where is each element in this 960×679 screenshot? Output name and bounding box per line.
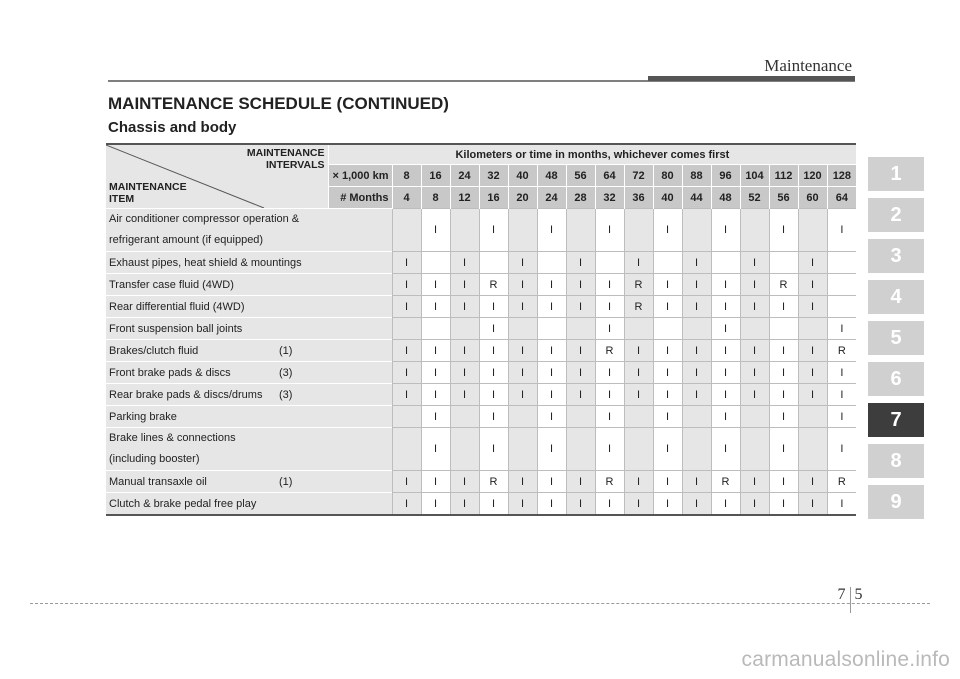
schedule-cell: I [624,471,653,493]
schedule-cell: I [450,296,479,318]
section-label: Maintenance [764,56,852,75]
maintenance-item-label: Brakes/clutch fluid [109,344,199,357]
schedule-cell: I [537,274,566,296]
interval-header-title: Kilometers or time in months, whichever comes first [328,144,856,165]
months-value: 8 [421,187,450,209]
schedule-cell: I [798,252,827,274]
km-label: × 1,000 km [328,165,392,187]
page-number [833,586,867,604]
schedule-cell: I [711,318,740,340]
maintenance-item [106,471,392,493]
schedule-cell: I [827,362,856,384]
schedule-cell: I [392,493,421,516]
schedule-cell [508,209,537,252]
schedule-cell: I [711,493,740,516]
schedule-cell: I [740,493,769,516]
schedule-cell: R [624,274,653,296]
schedule-cell: I [740,384,769,406]
schedule-cell: R [827,471,856,493]
schedule-cell: I [392,296,421,318]
corner-intervals-label [247,147,325,171]
schedule-cell: R [595,471,624,493]
table-row [106,471,856,493]
schedule-cell: I [479,384,508,406]
schedule-cell [566,406,595,428]
schedule-cell: I [537,296,566,318]
schedule-cell: I [479,340,508,362]
schedule-cell: I [450,274,479,296]
chapter-tab-9[interactable]: 9 [868,485,924,519]
km-value: 80 [653,165,682,187]
schedule-cell [740,209,769,252]
km-value: 24 [450,165,479,187]
km-value: 32 [479,165,508,187]
schedule-cell [508,428,537,471]
schedule-cell: I [798,493,827,516]
schedule-cell: I [421,384,450,406]
schedule-cell: I [653,428,682,471]
schedule-cell [653,318,682,340]
schedule-cell: R [827,340,856,362]
schedule-cell: I [450,493,479,516]
schedule-cell: I [711,340,740,362]
schedule-cell: I [827,406,856,428]
km-value: 128 [827,165,856,187]
schedule-cell: I [769,493,798,516]
schedule-cell [537,252,566,274]
chapter-tab-7[interactable]: 7 [868,403,924,437]
schedule-cell: I [798,340,827,362]
schedule-cell: I [769,471,798,493]
corner-item-line2: ITEM [109,193,135,205]
schedule-cell [450,428,479,471]
schedule-cell: I [392,274,421,296]
maintenance-item-label: Front brake pads & discs [109,366,231,379]
corner-intervals-line2: INTERVALS [265,159,325,171]
corner-intervals-line1: MAINTENANCE [246,147,325,159]
schedule-cell: I [508,493,537,516]
maintenance-item [106,406,392,428]
maintenance-item-line2: refrigerant amount (if equipped) [109,234,264,246]
schedule-cell: I [740,340,769,362]
schedule-cell: I [653,274,682,296]
schedule-cell: I [479,428,508,471]
schedule-cell: I [479,406,508,428]
months-value: 32 [595,187,624,209]
schedule-cell: I [450,362,479,384]
maintenance-item [106,340,392,362]
schedule-cell: I [711,406,740,428]
schedule-cell: I [508,471,537,493]
schedule-cell: I [653,493,682,516]
page-index: 5 [854,586,863,603]
schedule-cell: I [508,296,537,318]
schedule-cell [508,318,537,340]
schedule-cell: R [479,274,508,296]
chapter-tab-5[interactable]: 5 [868,321,924,355]
schedule-cell [595,252,624,274]
schedule-cell [682,209,711,252]
chapter-tab-8[interactable]: 8 [868,444,924,478]
schedule-cell: I [711,384,740,406]
schedule-cell: I [827,318,856,340]
maintenance-item [106,252,392,274]
table-row [106,362,856,384]
km-value: 72 [624,165,653,187]
schedule-cell: I [740,252,769,274]
maintenance-item-line1: Brake lines & connections [109,432,236,444]
schedule-cell [566,209,595,252]
maintenance-item-note: (3) [279,388,293,401]
km-value: 88 [682,165,711,187]
schedule-cell: I [421,296,450,318]
table-row [106,406,856,428]
schedule-cell: I [479,362,508,384]
schedule-cell: I [653,384,682,406]
schedule-cell: I [566,493,595,516]
schedule-cell: I [740,362,769,384]
months-value: 44 [682,187,711,209]
chapter-tab-3[interactable]: 3 [868,239,924,273]
maintenance-item [106,296,392,318]
schedule-cell [682,428,711,471]
schedule-cell: I [479,318,508,340]
schedule-cell: I [595,428,624,471]
schedule-cell: I [421,274,450,296]
schedule-cell [450,209,479,252]
maintenance-item-note: (1) [279,475,293,488]
schedule-cell: I [421,471,450,493]
schedule-cell: I [566,274,595,296]
schedule-cell: I [798,296,827,318]
schedule-cell: I [624,493,653,516]
schedule-cell: I [769,428,798,471]
schedule-cell: I [537,209,566,252]
months-value: 64 [827,187,856,209]
schedule-cell: I [595,384,624,406]
schedule-cell [508,406,537,428]
schedule-cell: I [624,340,653,362]
schedule-cell: I [566,362,595,384]
schedule-cell [798,318,827,340]
schedule-cell [827,296,856,318]
table-row [106,493,856,516]
months-value: 56 [769,187,798,209]
schedule-cell: I [711,428,740,471]
km-value: 64 [595,165,624,187]
footer-rule [30,603,930,604]
maintenance-item [106,384,392,406]
schedule-cell: I [479,296,508,318]
schedule-cell: I [392,471,421,493]
schedule-cell: I [537,428,566,471]
table-row [106,274,856,296]
schedule-cell: I [682,296,711,318]
schedule-cell [827,252,856,274]
maintenance-item-label: Parking brake [109,410,177,423]
maintenance-item [106,362,392,384]
schedule-cell: I [566,471,595,493]
watermark: carmanualsonline.info [741,648,950,671]
table-row [106,209,856,252]
schedule-cell [740,318,769,340]
schedule-cell: I [421,428,450,471]
page-chapter: 7 [837,586,846,603]
schedule-cell: I [653,406,682,428]
schedule-cell: I [537,340,566,362]
schedule-cell: I [595,318,624,340]
schedule-cell: I [595,362,624,384]
schedule-cell [392,318,421,340]
schedule-cell [479,252,508,274]
months-label: # Months [328,187,392,209]
schedule-cell: I [479,209,508,252]
maintenance-item [106,274,392,296]
schedule-cell: I [566,340,595,362]
maintenance-item-note: (3) [279,366,293,379]
schedule-cell: I [798,471,827,493]
schedule-cell: I [682,252,711,274]
schedule-cell: I [595,296,624,318]
schedule-cell: I [682,384,711,406]
schedule-cell: I [537,471,566,493]
schedule-cell [450,406,479,428]
schedule-cell: I [653,362,682,384]
schedule-cell: I [798,384,827,406]
section-subtitle: Chassis and body [108,119,237,136]
schedule-cell: I [682,471,711,493]
schedule-cell [421,318,450,340]
schedule-cell: I [740,274,769,296]
maintenance-item [106,209,392,252]
maintenance-item-label: Manual transaxle oil [109,475,207,488]
km-value: 40 [508,165,537,187]
km-value: 104 [740,165,769,187]
schedule-cell [682,318,711,340]
schedule-cell [798,209,827,252]
km-value: 8 [392,165,421,187]
schedule-cell: I [769,296,798,318]
schedule-cell: I [711,362,740,384]
schedule-cell [740,406,769,428]
months-value: 60 [798,187,827,209]
months-value: 16 [479,187,508,209]
schedule-cell: I [827,384,856,406]
schedule-cell: I [421,209,450,252]
maintenance-item-label: Clutch & brake pedal free play [109,497,257,510]
schedule-cell: I [537,362,566,384]
schedule-cell: I [392,362,421,384]
schedule-cell: I [537,384,566,406]
header-rule-accent [648,76,855,81]
schedule-cell [537,318,566,340]
schedule-cell [624,318,653,340]
schedule-cell: I [682,274,711,296]
corner-item-line1: MAINTENANCE [109,181,187,193]
schedule-cell [392,428,421,471]
schedule-cell [624,428,653,471]
schedule-cell: I [479,493,508,516]
table-row [106,296,856,318]
months-value: 40 [653,187,682,209]
schedule-cell: I [740,471,769,493]
chapter-tab-4[interactable]: 4 [868,280,924,314]
maintenance-item-label: Rear brake pads & discs/drums [109,388,263,401]
schedule-cell: I [508,362,537,384]
months-value: 28 [566,187,595,209]
schedule-cell: I [566,296,595,318]
schedule-cell [682,406,711,428]
schedule-cell: I [566,252,595,274]
schedule-cell: I [537,493,566,516]
schedule-cell: I [769,209,798,252]
schedule-cell: I [827,209,856,252]
schedule-cell: R [711,471,740,493]
schedule-cell: R [595,340,624,362]
schedule-cell: I [682,340,711,362]
maintenance-item [106,318,392,340]
schedule-cell: I [537,406,566,428]
months-value: 36 [624,187,653,209]
months-value: 4 [392,187,421,209]
chapter-tab-2[interactable]: 2 [868,198,924,232]
schedule-cell: I [595,493,624,516]
months-value: 52 [740,187,769,209]
schedule-cell: I [421,493,450,516]
months-value: 12 [450,187,479,209]
maintenance-item-label: Front suspension ball joints [109,322,243,335]
schedule-cell: I [508,340,537,362]
table-row [106,384,856,406]
schedule-cell: I [624,252,653,274]
schedule-cell [653,252,682,274]
schedule-cell: I [827,428,856,471]
schedule-cell [566,428,595,471]
maintenance-item-label: Rear differential fluid (4WD) [109,300,245,313]
km-value: 16 [421,165,450,187]
km-value: 120 [798,165,827,187]
schedule-cell [798,406,827,428]
maintenance-item-line2: (including booster) [109,453,200,465]
schedule-cell [827,274,856,296]
table-corner-header [106,144,328,209]
maintenance-item-label: Exhaust pipes, heat shield & mountings [109,256,302,269]
schedule-cell [392,406,421,428]
schedule-cell [566,318,595,340]
schedule-cell: I [769,406,798,428]
table-row [106,428,856,471]
maintenance-item-line1: Air conditioner compressor operation & [109,213,300,225]
schedule-cell: I [595,274,624,296]
chapter-tab-6[interactable]: 6 [868,362,924,396]
schedule-cell: I [450,340,479,362]
months-value: 20 [508,187,537,209]
chapter-tab-1[interactable]: 1 [868,157,924,191]
schedule-cell: I [624,384,653,406]
schedule-cell [392,209,421,252]
schedule-cell [711,252,740,274]
schedule-cell: R [769,274,798,296]
schedule-cell: I [392,252,421,274]
schedule-cell [450,318,479,340]
schedule-cell: I [653,209,682,252]
schedule-cell: R [624,296,653,318]
schedule-cell [769,318,798,340]
schedule-cell: I [421,406,450,428]
schedule-cell: I [421,340,450,362]
schedule-cell: I [392,340,421,362]
page-title: MAINTENANCE SCHEDULE (CONTINUED) [108,94,449,113]
schedule-cell: I [450,471,479,493]
schedule-cell: I [769,362,798,384]
schedule-cell: I [624,362,653,384]
months-value: 48 [711,187,740,209]
schedule-cell [421,252,450,274]
schedule-cell [624,406,653,428]
schedule-cell: I [711,274,740,296]
table-row [106,252,856,274]
km-value: 48 [537,165,566,187]
schedule-cell: I [769,340,798,362]
maintenance-item-label: Transfer case fluid (4WD) [109,278,234,291]
schedule-cell: I [798,274,827,296]
schedule-cell: I [508,274,537,296]
schedule-cell [769,252,798,274]
months-value: 24 [537,187,566,209]
km-value: 96 [711,165,740,187]
schedule-cell: I [798,362,827,384]
maintenance-item [106,493,392,516]
schedule-cell: I [769,384,798,406]
schedule-cell: I [682,493,711,516]
schedule-cell: I [392,384,421,406]
km-value: 56 [566,165,595,187]
schedule-cell: I [653,340,682,362]
schedule-cell: I [508,384,537,406]
maintenance-item [106,428,392,471]
table-row [106,318,856,340]
schedule-cell: I [421,362,450,384]
schedule-cell [798,428,827,471]
schedule-cell: R [479,471,508,493]
schedule-cell: I [682,362,711,384]
schedule-cell: I [653,296,682,318]
schedule-cell: I [595,406,624,428]
schedule-cell: I [711,209,740,252]
schedule-cell: I [508,252,537,274]
schedule-cell: I [566,384,595,406]
km-value: 112 [769,165,798,187]
schedule-cell: I [595,209,624,252]
schedule-cell: I [711,296,740,318]
table-row [106,340,856,362]
corner-item-label [109,181,187,205]
schedule-cell: I [827,493,856,516]
schedule-cell [624,209,653,252]
maintenance-item-note: (1) [279,344,293,357]
schedule-cell: I [450,252,479,274]
schedule-cell: I [450,384,479,406]
schedule-cell [740,428,769,471]
schedule-cell: I [740,296,769,318]
schedule-cell: I [653,471,682,493]
maintenance-schedule-table [106,143,856,516]
